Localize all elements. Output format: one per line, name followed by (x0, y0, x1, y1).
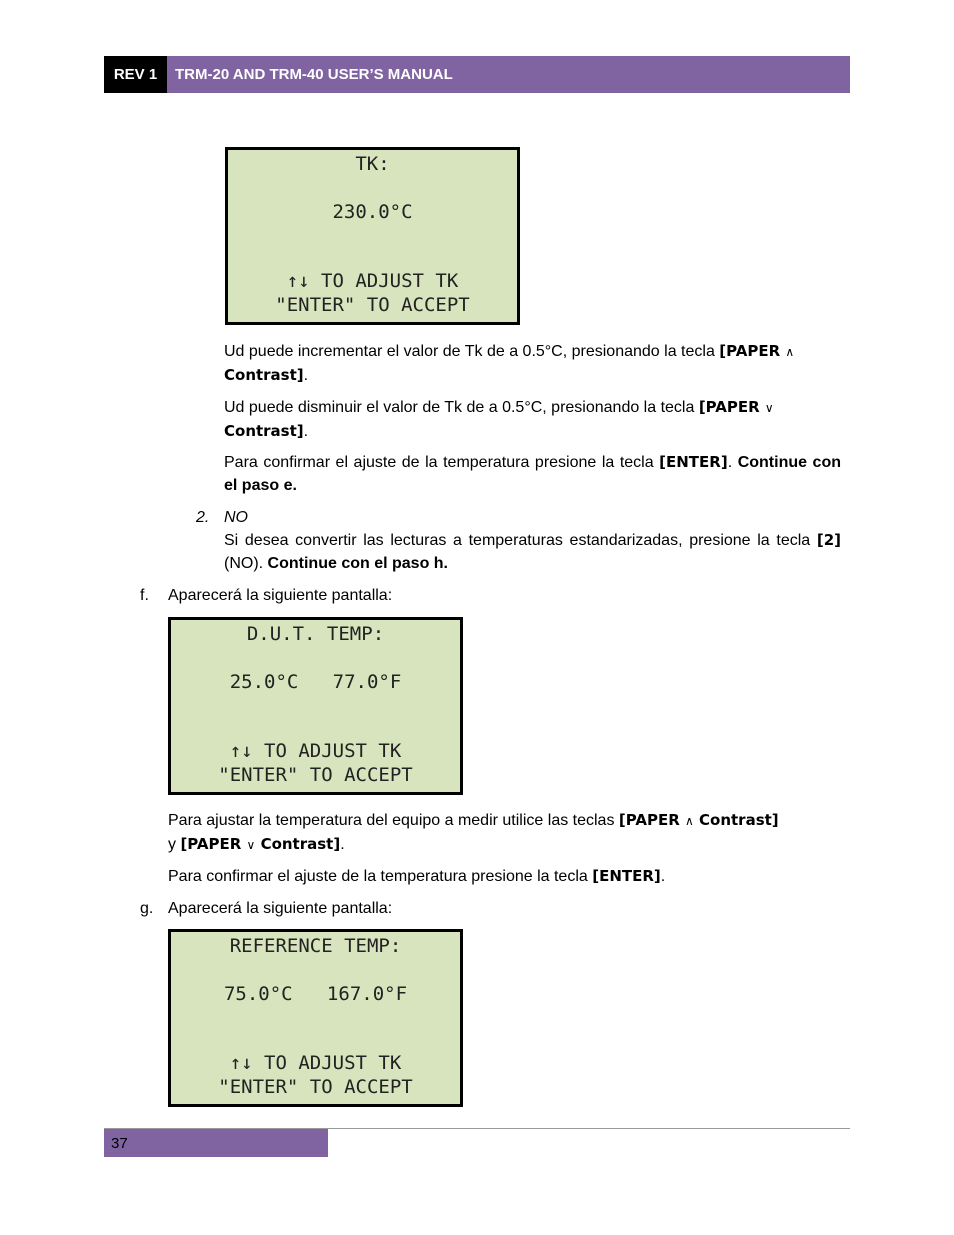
paragraph-decrease: Ud puede disminuir el valor de Tk de a 0.5°C, presionando la tecla [PAPER ∨ Contrast]. (224, 398, 774, 440)
lcd-line: TK: (355, 153, 390, 175)
paragraph-g: Aparecerá la siguiente pantalla: (168, 900, 393, 917)
lcd-line: ↑↓ TO ADJUST TK (286, 270, 459, 292)
paragraph-no: Si desea convertir las lecturas a temperaturas estandarizadas, presione la tecla [2] (NO). Continue con el paso h. (224, 531, 841, 572)
revision-label: REV 1 (104, 56, 167, 93)
list-marker: 2. (196, 509, 210, 526)
lcd-line: 230.0°C (332, 201, 413, 223)
caret-down-icon: ∨ (246, 838, 256, 852)
list-marker: f. (140, 587, 149, 604)
lcd-line: "ENTER" TO ACCEPT (275, 294, 470, 316)
lcd-line: "ENTER" TO ACCEPT (218, 1076, 413, 1098)
caret-up-icon: ∧ (785, 345, 795, 359)
list-marker: g. (140, 900, 154, 917)
caret-up-icon: ∧ (685, 814, 694, 828)
lcd-screen-reference-temp (168, 929, 463, 1107)
lcd-line: ↑↓ TO ADJUST TK (229, 740, 402, 762)
paragraph-confirm-dut: Para confirmar el ajuste de la temperatura presione la tecla [ENTER]. (168, 867, 666, 885)
paragraph-f: Aparecerá la siguiente pantalla: (168, 587, 393, 604)
paragraph-adjust-dut: Para ajustar la temperatura del equipo a medir utilice las teclas [PAPER ∧ Contrast] y [PAPER ∨ Contrast]. (168, 811, 779, 853)
lcd-screen-dut-temp (168, 617, 463, 795)
caret-down-icon: ∨ (764, 401, 774, 415)
paragraph-confirm-tk: Para confirmar el ajuste de la temperatura presione la tecla [ENTER]. Continue con el paso e. (224, 453, 841, 494)
lcd-line: "ENTER" TO ACCEPT (218, 764, 413, 786)
lcd-line: ↑↓ TO ADJUST TK (229, 1052, 402, 1074)
lcd-screen-tk (225, 147, 520, 325)
lcd-line: 25.0°C 77.0°F (229, 671, 402, 693)
paragraph-increase: Ud puede incrementar el valor de Tk de a 0.5°C, presionando la tecla [PAPER ∧ Contrast]. (224, 342, 795, 384)
item-title-no: NO (224, 509, 248, 526)
page-number: 37 (104, 1129, 328, 1157)
lcd-line: REFERENCE TEMP: (229, 935, 402, 957)
manual-title: TRM-20 AND TRM-40 USER’S MANUAL (167, 56, 850, 93)
page-header (104, 56, 850, 93)
lcd-line: 75.0°C 167.0°F (223, 983, 408, 1005)
lcd-line: D.U.T. TEMP: (246, 623, 385, 645)
